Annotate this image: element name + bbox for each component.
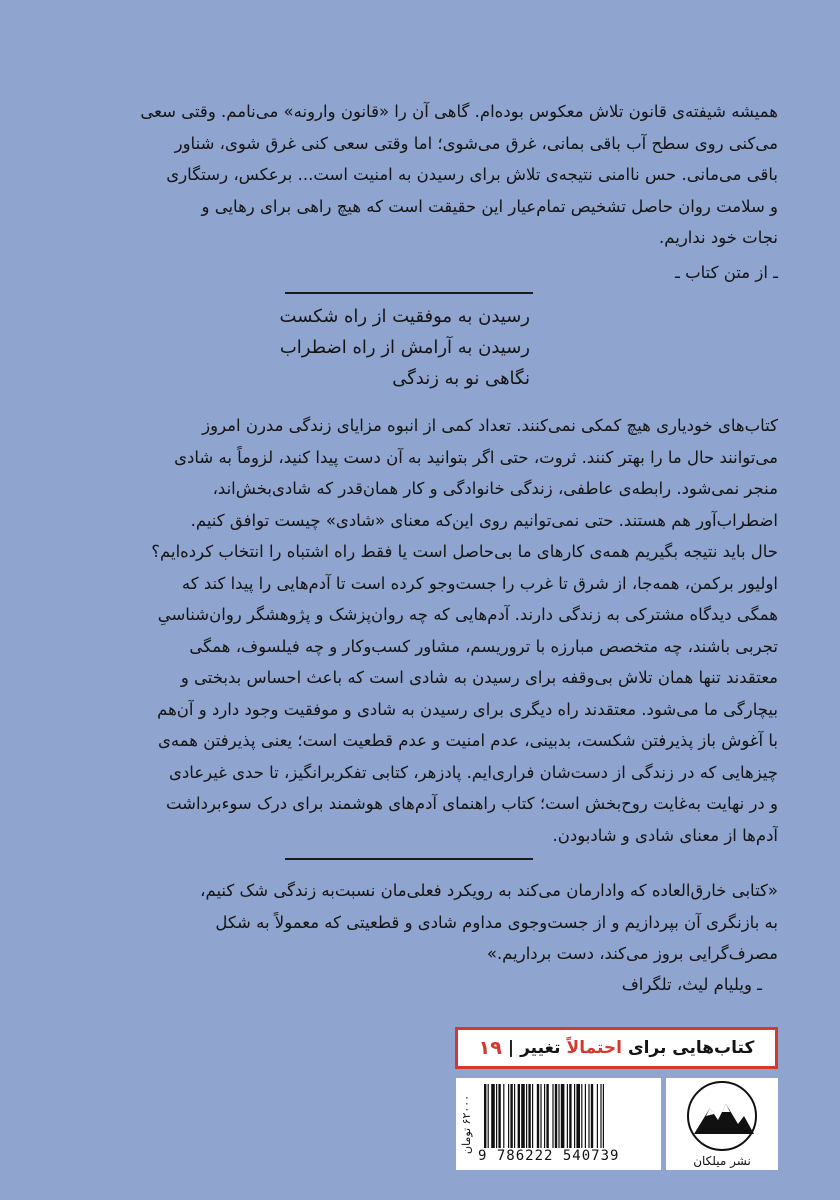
barcode-bar: [508, 1084, 509, 1148]
opening-quote-line: نجات خود نداریم.: [659, 228, 778, 247]
series-separator: |: [507, 1038, 515, 1058]
barcode-bar: [514, 1084, 515, 1148]
description-line: می‌توانند حال ما را بهتر کنند. ثروت، حتی اگر بتوانید به آن دست پیدا کنید، لزوماً به شادی: [174, 447, 778, 467]
review-quote-line: «کتابی خارق‌العاده که وادارمان می‌کند به رویکرد فعلی‌مان نسبت‌به زندگی شک کنیم،: [200, 881, 778, 900]
series-number: ۱۹: [478, 1037, 502, 1059]
barcode-bar: [552, 1084, 553, 1148]
subtitle-block: [200, 301, 530, 394]
description-line: آدم‌ها از معنای شادی و شادبودن.: [552, 825, 778, 845]
publisher-logo: [666, 1078, 778, 1170]
description-line: اولیور برکمن، همه‌جا، از شرق تا غرب را جست‌وجو کرده است تا آدم‌هایی را پیدا کند که: [181, 573, 778, 593]
barcode-bar: [555, 1084, 557, 1148]
series-prefix: کتاب‌هایی برای: [628, 1038, 755, 1058]
description-line: معتقدند تنها همان تلاش بی‌وقفه برای رسیدن به شادی است که باعث احساس بدبختی و: [180, 668, 778, 687]
opening-quote-line: می‌کنی روی سطح آب باقی بمانی، غرق می‌شوی؛ اما وقتی سعی کنی غرق شوی، شناور: [174, 133, 778, 153]
description-line: کتاب‌های خودیاری هیچ کمکی نمی‌کنند. تعداد کمی از انبوه مزایای زندگی مدرن امروز: [202, 416, 778, 435]
barcode-bar: [561, 1084, 565, 1148]
review-quote-line: مصرف‌گرایی بروز می‌کند، دست برداریم.»: [486, 944, 778, 963]
review-quote: [60, 875, 778, 970]
barcode-bar: [576, 1084, 580, 1148]
barcode-bar: [558, 1084, 559, 1148]
opening-quote-line: و سلامت روان حاصل تشخیص تمام‌عیار این حقیقت است که هیچ راهی برای رهایی و: [201, 196, 778, 216]
publisher-name: نشر میلکان: [693, 1154, 751, 1168]
barcode-bar: [585, 1084, 586, 1148]
barcode-bar: [603, 1084, 604, 1148]
subtitle-line: رسیدن به آرامش از راه اضطراب: [279, 337, 530, 358]
description-line: حال باید نتیجه بگیریم همه‌ی کارهای ما بی‌حاصل است یا فقط راه اشتباه را انتخاب کرده‌ایم؟: [151, 542, 778, 561]
barcode-bar: [484, 1084, 486, 1148]
subtitle-line: رسیدن به موفقیت از راه شکست: [279, 306, 530, 327]
barcode-bar: [544, 1084, 545, 1148]
barcode-bar: [567, 1084, 568, 1148]
barcode-bar: [532, 1084, 533, 1148]
series-suffix: تغییر: [520, 1038, 561, 1058]
opening-quote-line: همیشه شیفته‌ی قانون تلاش معکوس بوده‌ام. گاهی آن را «قانون وارونه» می‌نامم. وقتی سعی: [140, 102, 778, 121]
mountain-logo-icon: [666, 1078, 778, 1152]
barcode-bar: [591, 1084, 593, 1148]
barcode-bar: [588, 1084, 589, 1148]
opening-quote: [60, 96, 778, 254]
barcode-bar: [521, 1084, 525, 1148]
barcode-bar: [537, 1084, 539, 1148]
series-highlight: احتمالاً: [566, 1038, 622, 1058]
barcode-icon: [484, 1084, 656, 1148]
description-line: چیزهایی که در زندگی از دست‌شان فراری‌ایم. پادزهر، کتابی تفکربرانگیز، تا حدی غیرعادی: [169, 762, 778, 782]
description-line: بیچارگی ما می‌شود. معتقدند راه دیگری برای رسیدن به شادی و موفقیت وجود دارد و آن‌هم: [157, 699, 778, 719]
subtitle-line: نگاهی نو به زندگی: [392, 368, 530, 389]
divider-bottom: [285, 858, 533, 860]
barcode-bar: [574, 1084, 575, 1148]
review-quote-attribution: ـ ویلیام لیث، تلگراف: [621, 975, 762, 994]
barcode-bar: [546, 1084, 548, 1148]
barcode-bar: [498, 1084, 500, 1148]
description-text: [60, 410, 778, 851]
barcode-bar: [528, 1084, 530, 1148]
isbn-barcode-box: [456, 1078, 661, 1170]
description-line: و در نهایت به‌غایت روح‌بخش است؛ کتاب راهنمای آدم‌های هوشمند برای درک سوءبرداشت: [165, 794, 778, 813]
barcode-bar: [569, 1084, 571, 1148]
barcode-bar: [510, 1084, 512, 1148]
description-line: همگی دیدگاه مشترکی به زندگی دارند. آدم‌هایی که چه روان‌پزشک و پژوهشگر روان‌شناسیِ: [157, 605, 778, 624]
opening-quote-attribution: ـ از متن کتاب ـ: [675, 263, 778, 282]
description-line: اضطراب‌آور هم هستند. حتی نمی‌توانیم روی این‌که معنای «شادی» چیست توافق کنیم.: [190, 510, 778, 530]
barcode-bar: [503, 1084, 504, 1148]
description-line: با آغوش باز پذیرفتن شکست، بدبینی، عدم امنیت و عدم قطعیت است؛ یعنی پذیرفتن همه‌ی: [157, 731, 778, 750]
opening-quote-line: باقی می‌مانی. حس ناامنی نتیجه‌ی تلاش برای رسیدن به امنیت است... برعکس، رستگاری: [166, 165, 778, 184]
barcode-bar: [496, 1084, 497, 1148]
review-quote-line: به بازنگری آن بپردازیم و از جست‌وجوی مداوم شادی و قطعیتی که معمولاً به شکل: [215, 912, 778, 932]
barcode-bar: [581, 1084, 582, 1148]
series-label: [455, 1027, 778, 1069]
divider-top: [285, 292, 533, 294]
description-line: تجربی باشند، چه متخصص مبارزه با تروریسم، مشاور کسب‌وکار و چه فیلسوف، همگی: [189, 636, 778, 656]
barcode-bar: [540, 1084, 541, 1148]
isbn-digits: 9 786222 540739: [478, 1148, 620, 1164]
barcode-bar: [600, 1084, 601, 1148]
price-label: ۶۲۰۰۰ تومان: [460, 1094, 473, 1154]
description-line: منجر نمی‌شود. رابطه‌ی عاطفی، زندگی خانوادگی و کار همان‌قدر که شادی‌بخش‌اند،: [212, 479, 778, 498]
barcode-bar: [526, 1084, 527, 1148]
barcode-bar: [597, 1084, 598, 1148]
barcode-bar: [488, 1084, 489, 1148]
barcode-bar: [518, 1084, 520, 1148]
barcode-bar: [491, 1084, 495, 1148]
